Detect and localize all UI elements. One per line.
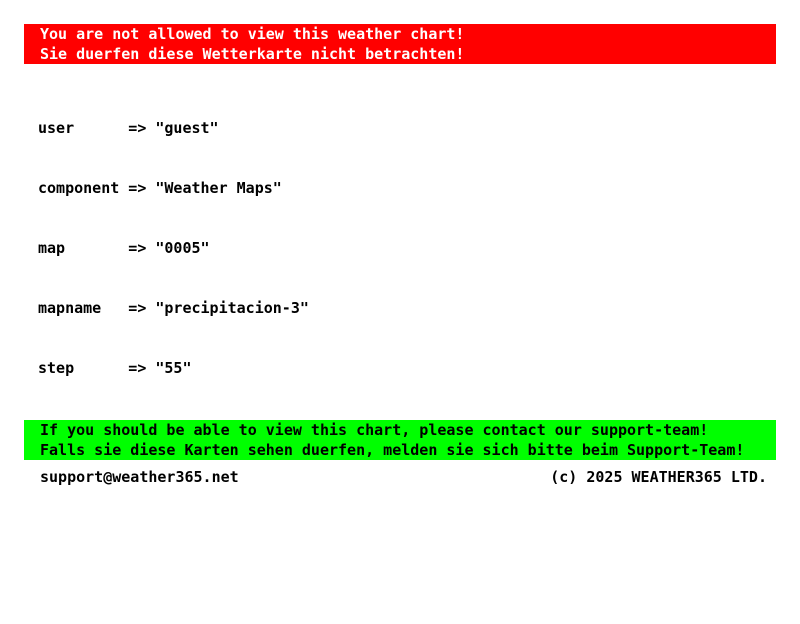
support-banner: [24, 420, 776, 460]
detail-value-user: "guest": [155, 119, 219, 137]
access-denied-banner: [24, 24, 776, 64]
detail-value-mapname: "precipitacion-3": [155, 299, 309, 317]
arrow-glyph: =>: [128, 359, 147, 377]
detail-value-step: "55": [155, 359, 192, 377]
detail-key-component: component: [38, 179, 120, 197]
detail-key-user: user: [38, 119, 75, 137]
detail-row-component: [38, 178, 800, 198]
detail-key-map: map: [38, 239, 66, 257]
detail-row-user: [38, 118, 800, 138]
detail-row-mapname: [38, 298, 800, 318]
detail-row-map: [38, 238, 800, 258]
detail-value-map: "0005": [155, 239, 210, 257]
arrow-glyph: =>: [128, 119, 147, 137]
access-denied-message-en: You are not allowed to view this weather chart!: [40, 25, 465, 43]
detail-value-component: "Weather Maps": [155, 179, 282, 197]
support-email: support@weather365.net: [40, 468, 239, 486]
detail-key-mapname: mapname: [38, 299, 102, 317]
support-message-de: Falls sie diese Karten sehen duerfen, melden sie sich bitte beim Support-Team!: [40, 441, 745, 459]
support-message-en: If you should be able to view this chart, please contact our support-team!: [40, 421, 709, 439]
access-denied-message-de: Sie duerfen diese Wetterkarte nicht betrachten!: [40, 45, 465, 63]
copyright-notice: (c) 2025 WEATHER365 LTD.: [550, 468, 767, 486]
arrow-glyph: =>: [128, 299, 147, 317]
detail-key-step: step: [38, 359, 75, 377]
arrow-glyph: =>: [128, 179, 147, 197]
footer: [24, 467, 776, 487]
request-details: [38, 78, 800, 398]
detail-row-step: [38, 358, 800, 378]
arrow-glyph: =>: [128, 239, 147, 257]
